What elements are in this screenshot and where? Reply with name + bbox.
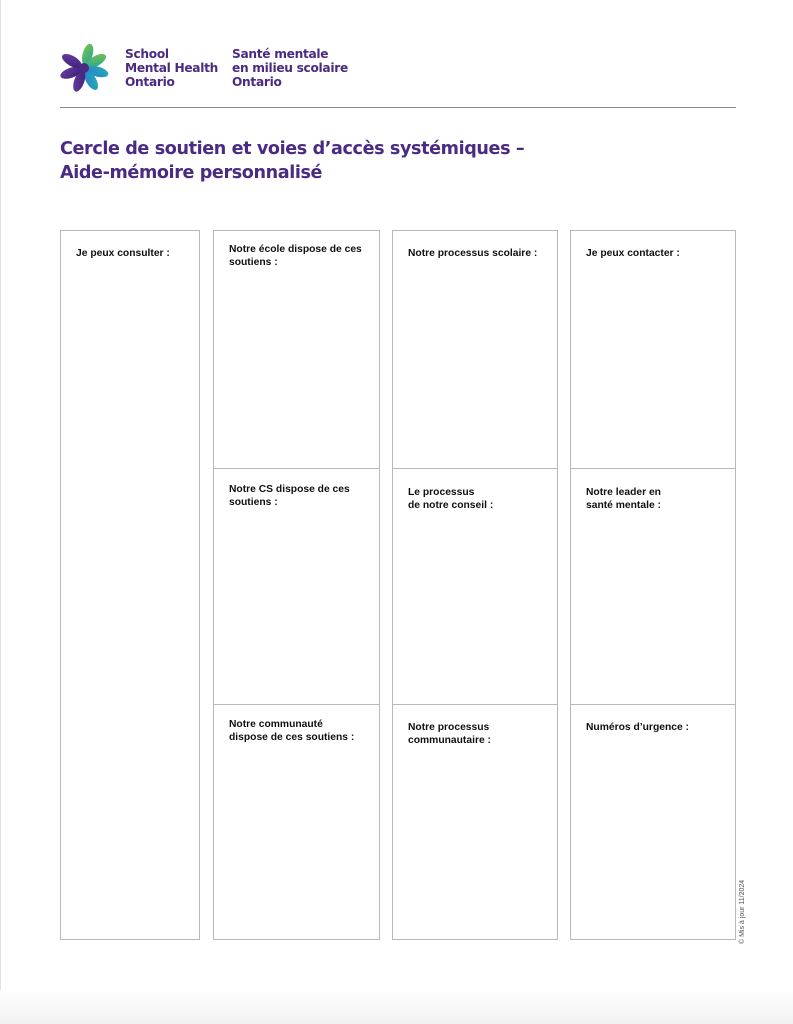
title-line-2: Aide-mémoire personnalisé xyxy=(60,163,323,183)
community-process-label: Notre processus communautaire : xyxy=(408,722,491,746)
org-en-line-1: School xyxy=(125,47,169,61)
org-name-french xyxy=(232,47,348,89)
page-title xyxy=(60,137,680,185)
mental-health-leader-label: Notre leader en santé mentale : xyxy=(586,487,661,511)
contact-cell xyxy=(571,231,735,468)
org-en-line-2: Mental Health xyxy=(125,61,219,75)
consult-box xyxy=(60,230,200,940)
school-process-cell xyxy=(393,231,557,468)
community-process-cell xyxy=(393,704,557,939)
contacts-column xyxy=(570,230,736,940)
consult-label: Je peux consulter : xyxy=(76,248,170,259)
emergency-numbers-label: Numéros d’urgence : xyxy=(586,722,689,733)
supports-column xyxy=(213,230,380,940)
org-name-english xyxy=(125,47,218,89)
board-process-label: Le processus de notre conseil : xyxy=(408,487,494,511)
page-bottom-shadow xyxy=(0,990,793,1024)
title-line-1: Cercle de soutien et voies d’accès systémiques – xyxy=(60,139,525,159)
org-fr-line-2: en milieu scolaire xyxy=(232,61,348,75)
board-supports-cell xyxy=(214,468,379,704)
smho-flower-logo-icon xyxy=(58,42,110,94)
board-supports-label: Notre CS dispose de ces soutiens : xyxy=(229,484,350,508)
org-en-line-3: Ontario xyxy=(125,75,175,89)
org-fr-line-1: Santé mentale xyxy=(232,47,329,61)
updated-date-note: © Mis à jour 11/2024 xyxy=(739,879,746,944)
school-process-label: Notre processus scolaire : xyxy=(408,248,538,259)
emergency-numbers-cell xyxy=(571,704,735,939)
community-supports-cell xyxy=(214,704,379,939)
header-divider xyxy=(60,107,736,108)
board-process-cell xyxy=(393,468,557,704)
contact-label: Je peux contacter : xyxy=(586,248,680,259)
school-supports-label: Notre école dispose de ces soutiens : xyxy=(229,244,362,268)
community-supports-label: Notre communauté dispose de ces soutiens : xyxy=(229,719,355,743)
school-supports-cell xyxy=(214,231,379,468)
mental-health-leader-cell xyxy=(571,468,735,704)
process-column xyxy=(392,230,558,940)
org-fr-line-3: Ontario xyxy=(232,75,282,89)
